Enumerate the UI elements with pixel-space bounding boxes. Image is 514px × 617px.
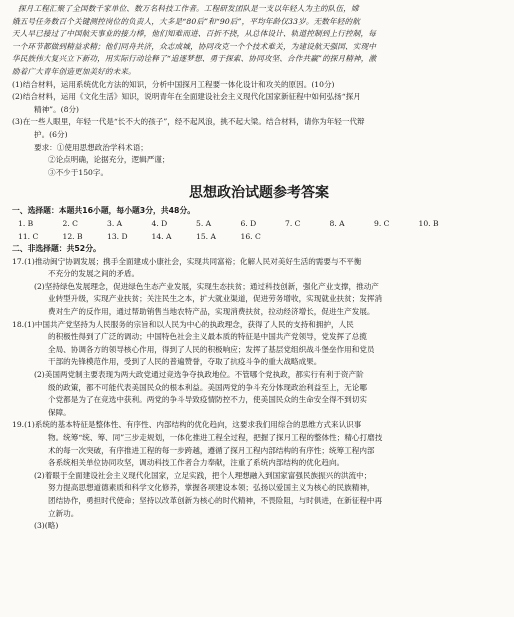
answer-item: 16. C [240, 231, 261, 241]
requirement-line: ②论点明确，论据充分，逻辑严谨； [48, 155, 170, 165]
answer-line: 个党都是为了在竞选中获利。两党的争斗导致疫情防控不力，使美国民众的生命安全得不到切实 [48, 395, 367, 405]
section-choice [12, 205, 506, 243]
answer-item: 13. D [107, 231, 128, 241]
answer-item: 11. C [18, 231, 39, 241]
answer-item: 6. D [240, 218, 257, 228]
answer-item: 4. D [151, 218, 168, 228]
question-line: (3)在一些人眼里，年轻一代是“长不大的孩子”，经不起风浪，挑不起大梁。结合材料，请你为年轻一代辩 [12, 117, 365, 127]
question-line: 精神”。(8分) [34, 104, 80, 114]
answer-item: 14. A [151, 231, 172, 241]
answer-line: 17.(1)推动闽宁协调发展；携手全面建成小康社会，实现共同富裕；化解人民对美好生活的需要与不平衡 [12, 256, 362, 266]
answer-line: 19.(1)系统的基本特征是整体性、有序性、内部结构的优化趋向，这要求我们用综合的思维方式来认识事 [12, 420, 362, 430]
material-line: 华民族伟大复兴立下新功，用实际行动诠释了“追逐梦想、勇于探索、协同攻坚、合作共赢”的探月精神，激 [12, 54, 377, 64]
answer-line: 各系统相关单位协同攻坚，调动科技工作者合力奉献，注重了系统内部结构的优化趋向。 [48, 458, 345, 468]
answer-item: 7. C [285, 218, 301, 228]
answer-row [12, 231, 506, 244]
answer-item: 8. A [329, 218, 345, 228]
answer-item: 3. A [107, 218, 123, 228]
question-line: 护。(6分) [34, 129, 68, 139]
answer-row [12, 218, 506, 231]
answer-item: 1. B [18, 218, 34, 228]
answer-line: 努力提高思想道德素质和科学文化修养，掌握各项建设本领；弘扬以爱国主义为核心的民族精神， [48, 483, 375, 493]
answer-item: 15. A [196, 231, 216, 241]
answer-line: 立新功。 [48, 508, 79, 518]
answer-line: 物。统筹“统、筹、同”三步走规划，一体化推进工程全过程，把握了探月工程的整体性；精心打磨技 [48, 433, 383, 442]
answer-line: 的积极性得到了广泛的调动；中国特色社会主义最本质的特征是中国共产党领导，党发挥了总揽 [48, 332, 367, 342]
answer-line: 团结协作，勇担时代使命；坚持以改革创新为核心的时代精神，不畏险阻，与时俱进，在新征程中再 [48, 495, 383, 505]
answer-item: 12. B [62, 231, 83, 241]
material-line: 天人早已接过了中国航天事业的接力棒，他们知难而进、百折不挠，从总体设计、轨道控制到上行控制，每 [12, 29, 376, 39]
answer-key-title: 思想政治试题参考答案 [189, 185, 329, 202]
section-heading: 一、选择题：本题共16小题，每小题3分，共48分。 [12, 206, 196, 216]
questions [12, 79, 506, 180]
answer-line: 全局、协调各方的领导核心作用，得到了人民的积极响应；发挥了基层党组织战斗堡垒作用和党员 [48, 344, 375, 354]
question-line: (2)结合材料，运用《文化生活》知识，说明青年在全面建设社会主义现代化国家新征程中如何弘扬“探月 [12, 92, 361, 102]
material-line: 一个环节都做到精益求精；他们同舟共济，众志成城，协同攻克一个个技术难关，为建设航天强国、实现中 [12, 41, 376, 51]
section-heading: 二、非选择题：共52分。 [12, 244, 101, 254]
answer-line: (2)美国两党制主要表现为两大政党通过竞选争夺执政地位。不管哪个党执政，都实行有利于资产阶 [34, 370, 364, 380]
answer-item: 2. C [62, 218, 78, 228]
requirement-line: 要求：①使用思想政治学科术语； [34, 142, 148, 152]
requirement-line: ③不少于150字。 [48, 167, 109, 177]
answer-line: 18.(1)中国共产党坚持为人民服务的宗旨和以人民为中心的执政理念，获得了人民的支持和拥护，人民 [12, 319, 354, 329]
material-passage [12, 3, 506, 79]
answer-line: 保障。 [48, 407, 71, 417]
answer-line: (3)(略) [34, 521, 59, 531]
answer-line: (2)坚持绿色发展理念，促进绿色生态产业发展，实现生态扶贫；通过科技创新，强化产业支撑，推动产 [34, 281, 379, 291]
answer-line: 术的每一次突破，有序推进工程的每一步跨越，遵循了探月工程内部结构的有序性；统筹工程内部 [48, 445, 375, 455]
answer-item: 9. C [374, 218, 390, 228]
answer-line: 业转型升级，实现产业扶贫；关注民生之本，扩大就业渠道，促进劳务增收，实现就业扶贫；发挥消 [48, 294, 383, 304]
answer-line: 干部的先锋模范作用，受到了人民的普遍赞誉，夺取了抗疫斗争的重大战略成果。 [48, 357, 322, 367]
material-line: 娥五号任务数百个关键测控岗位的负责人，大多是“80后”和“90后”，平均年龄仅33岁。无数年轻的航 [12, 16, 361, 26]
answer-line: 级的政策，都不可能代表美国民众的根本利益。美国两党的争斗充分体现政治利益至上，无论哪 [48, 382, 367, 392]
material-line: 探月工程汇聚了全国数千家单位、数万名科技工作者。工程研发团队是一支以年轻人为主的队伍，嫦 [18, 4, 359, 13]
answer-line: (2)着眼于全面建设社会主义现代化国家，立足实践，把个人理想融入到国家富强民族振兴的洪流中； [34, 470, 372, 480]
answer-line: 费对生产的反作用，通过帮助销售当地农特产品，实现消费扶贫，拉动经济增长，促进生产发展。 [48, 307, 375, 317]
material-line: 励着广大青年创造更加美好的未来。 [12, 66, 136, 76]
answer-line: 不充分的发展之间的矛盾。 [48, 269, 140, 279]
answer-item: 10. B [418, 218, 439, 228]
section-open [12, 243, 506, 533]
answer-item: 5. A [196, 218, 212, 228]
question-line: (1)结合材料，运用系统优化方法的知识，分析中国探月工程要一体化设计和攻关的原因。(10分) [12, 79, 335, 89]
